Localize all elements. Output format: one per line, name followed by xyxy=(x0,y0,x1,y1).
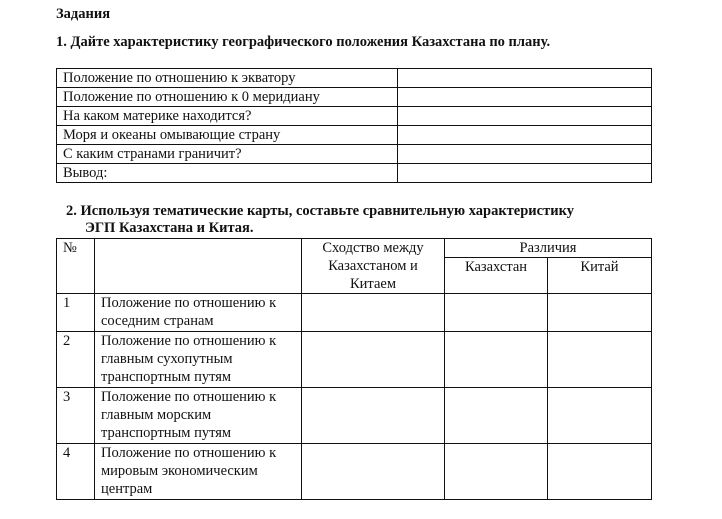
row-num: 2 xyxy=(57,332,95,388)
row-criterion: Положение по отношению к главным морским транспортным путям xyxy=(95,388,302,444)
answer-cell[interactable] xyxy=(398,126,652,145)
heading: Задания xyxy=(56,6,111,22)
similarity-cell[interactable] xyxy=(302,332,445,388)
header-china: Китай xyxy=(548,258,652,294)
row-num: 4 xyxy=(57,444,95,500)
row-label: Вывод: xyxy=(57,164,398,183)
task2-table xyxy=(56,238,652,500)
task2-title-line1: 2. Используя тематические карты, составьте сравнительную характеристику xyxy=(66,203,574,219)
table-row xyxy=(57,164,652,183)
row-num: 1 xyxy=(57,294,95,332)
header-empty xyxy=(95,239,302,294)
header-num: № xyxy=(57,239,95,294)
row-num: 3 xyxy=(57,388,95,444)
kazakhstan-cell[interactable] xyxy=(445,444,548,500)
row-label: На каком материке находится? xyxy=(57,107,398,126)
header-differences: Различия xyxy=(445,239,652,258)
row-label: Моря и океаны омывающие страну xyxy=(57,126,398,145)
row-label: Положение по отношению к 0 меридиану xyxy=(57,88,398,107)
kazakhstan-cell[interactable] xyxy=(445,388,548,444)
similarity-cell[interactable] xyxy=(302,388,445,444)
table-row xyxy=(57,294,652,332)
similarity-cell[interactable] xyxy=(302,444,445,500)
task2-title-line2: ЭГП Казахстана и Китая. xyxy=(85,220,254,236)
answer-cell[interactable] xyxy=(398,164,652,183)
header-similarity: Сходство между Казахстаном и Китаем xyxy=(302,239,445,294)
answer-cell[interactable] xyxy=(398,88,652,107)
kazakhstan-cell[interactable] xyxy=(445,294,548,332)
table-row xyxy=(57,126,652,145)
china-cell[interactable] xyxy=(548,388,652,444)
china-cell[interactable] xyxy=(548,294,652,332)
table-row xyxy=(57,145,652,164)
table-row xyxy=(57,107,652,126)
table-row xyxy=(57,444,652,500)
kazakhstan-cell[interactable] xyxy=(445,332,548,388)
row-label: С каким странами граничит? xyxy=(57,145,398,164)
table-row xyxy=(57,69,652,88)
china-cell[interactable] xyxy=(548,444,652,500)
row-criterion: Положение по отношению к мировым экономическим центрам xyxy=(95,444,302,500)
header-kazakhstan: Казахстан xyxy=(445,258,548,294)
answer-cell[interactable] xyxy=(398,107,652,126)
row-criterion: Положение по отношению к главным сухопутным транспортным путям xyxy=(95,332,302,388)
table-row xyxy=(57,388,652,444)
china-cell[interactable] xyxy=(548,332,652,388)
answer-cell[interactable] xyxy=(398,145,652,164)
task1-title: 1. Дайте характеристику географического положения Казахстана по плану. xyxy=(56,34,551,50)
similarity-cell[interactable] xyxy=(302,294,445,332)
row-criterion: Положение по отношению к соседним странам xyxy=(95,294,302,332)
row-label: Положение по отношению к экватору xyxy=(57,69,398,88)
table-row xyxy=(57,88,652,107)
task1-table xyxy=(56,68,652,183)
answer-cell[interactable] xyxy=(398,69,652,88)
table-row xyxy=(57,332,652,388)
